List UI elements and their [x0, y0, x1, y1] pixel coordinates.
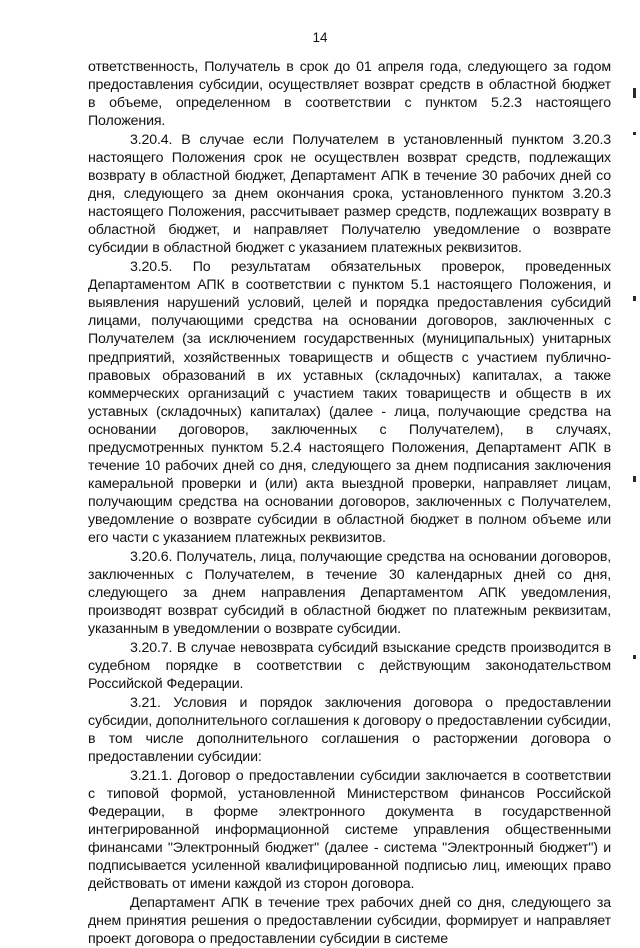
scan-edge-mark	[633, 88, 636, 98]
scan-edge-mark	[633, 476, 636, 482]
paragraph-3-20-7: 3.20.7. В случае невозврата субсидий взыскание средств производится в судебном порядке в соответствии с действующим законодательством Российской Федерации.	[88, 640, 611, 693]
paragraph-3-20-6: 3.20.6. Получатель, лица, получающие средства на основании договоров, заключенных с Получателем, в течение 30 календарных дней со дня, следующего за днем направления Департаментом АПК уведомления, производят возврат субсидий в областной бюджет по платежным реквизитам, указанным в уведомлении о возврате субсидии.	[88, 549, 611, 638]
scan-edge-mark	[633, 296, 636, 301]
paragraph-3-20-4: 3.20.4. В случае если Получателем в установленный пунктом 3.20.3 настоящего Положения срок не осуществлен возврат средств, подлежащих возврату в областной бюджет, Департамент АПК в течение 30 рабочих дней со дня, следующего за днем окончания срока, установленного пунктом 3.20.3 настоящего Положения, рассчитывает размер средств, подлежащих возврату в областной бюджет, и направляет Получателю уведомление о возврате субсидии в областной бюджет с указанием платежных реквизитов.	[88, 131, 611, 257]
scan-edge-mark	[633, 132, 636, 135]
scan-edge-mark	[633, 655, 636, 659]
paragraph-3-21: 3.21. Условия и порядок заключения договора о предоставлении субсидии, дополнительного соглашения к договору о предоставлении субсидии, в том числе дополнительного соглашения о расторжении договора о предоставлении субсидии:	[88, 694, 611, 766]
page-number: 14	[312, 30, 328, 45]
paragraph-3-20-5: 3.20.5. По результатам обязательных проверок, проведенных Департаментом АПК в соответствии с пунктом 5.1 настоящего Положения, и выявления нарушений условий, целей и порядка предоставления субсидий лицами, получающими средства на основании договоров, заключенных с Получателем (за исключением государственных (муниципальных) унитарных предприятий, хозяйственных товариществ и обществ с участием публично-правовых образований в их уставных (складочных) капиталах, а также коммерческих организаций с участием таких товариществ и обществ в их уставных (складочных) капиталах) (далее - лица, получающие средства на основании договоров, заключенных с Получателем), в случаях, предусмотренных пунктом 5.2.4 настоящего Положения, Департамент АПК в течение 10 рабочих дней со дня, следующего за днем подписания заключения камеральной проверки и (или) акта выездной проверки, направляет лицам, получающим средства на основании договоров, заключенных с Получателем, уведомление о возврате субсидии в областной бюджет в полном объеме или его части с указанием платежных реквизитов.	[88, 259, 611, 547]
paragraph-department-apk: Департамент АПК в течение трех рабочих дней со дня, следующего за днем принятия решения о предоставлении субсидии, формирует и направляет проект договора о предоставлении субсидии в системе	[88, 894, 611, 947]
paragraph-3-21-1: 3.21.1. Договор о предоставлении субсидии заключается в соответствии с типовой формой, установленной Министерством финансов Российской Федерации, в форме электронного документа в государственной интегрированной информационной системе управления общественными финансами "Электронный бюджет" (далее - система "Электронный бюджет") и подписывается усиленной квалифицированной подписью лиц, имеющих право действовать от имени каждой из сторон договора.	[88, 767, 611, 893]
document-body	[88, 58, 611, 948]
paragraph-continuation: ответственность, Получатель в срок до 01 апреля года, следующего за годом предоставления субсидии, осуществляет возврат средств в областной бюджет в объеме, определенном в соответствии с пунктом 5.2.3 настоящего Положения.	[88, 59, 611, 130]
